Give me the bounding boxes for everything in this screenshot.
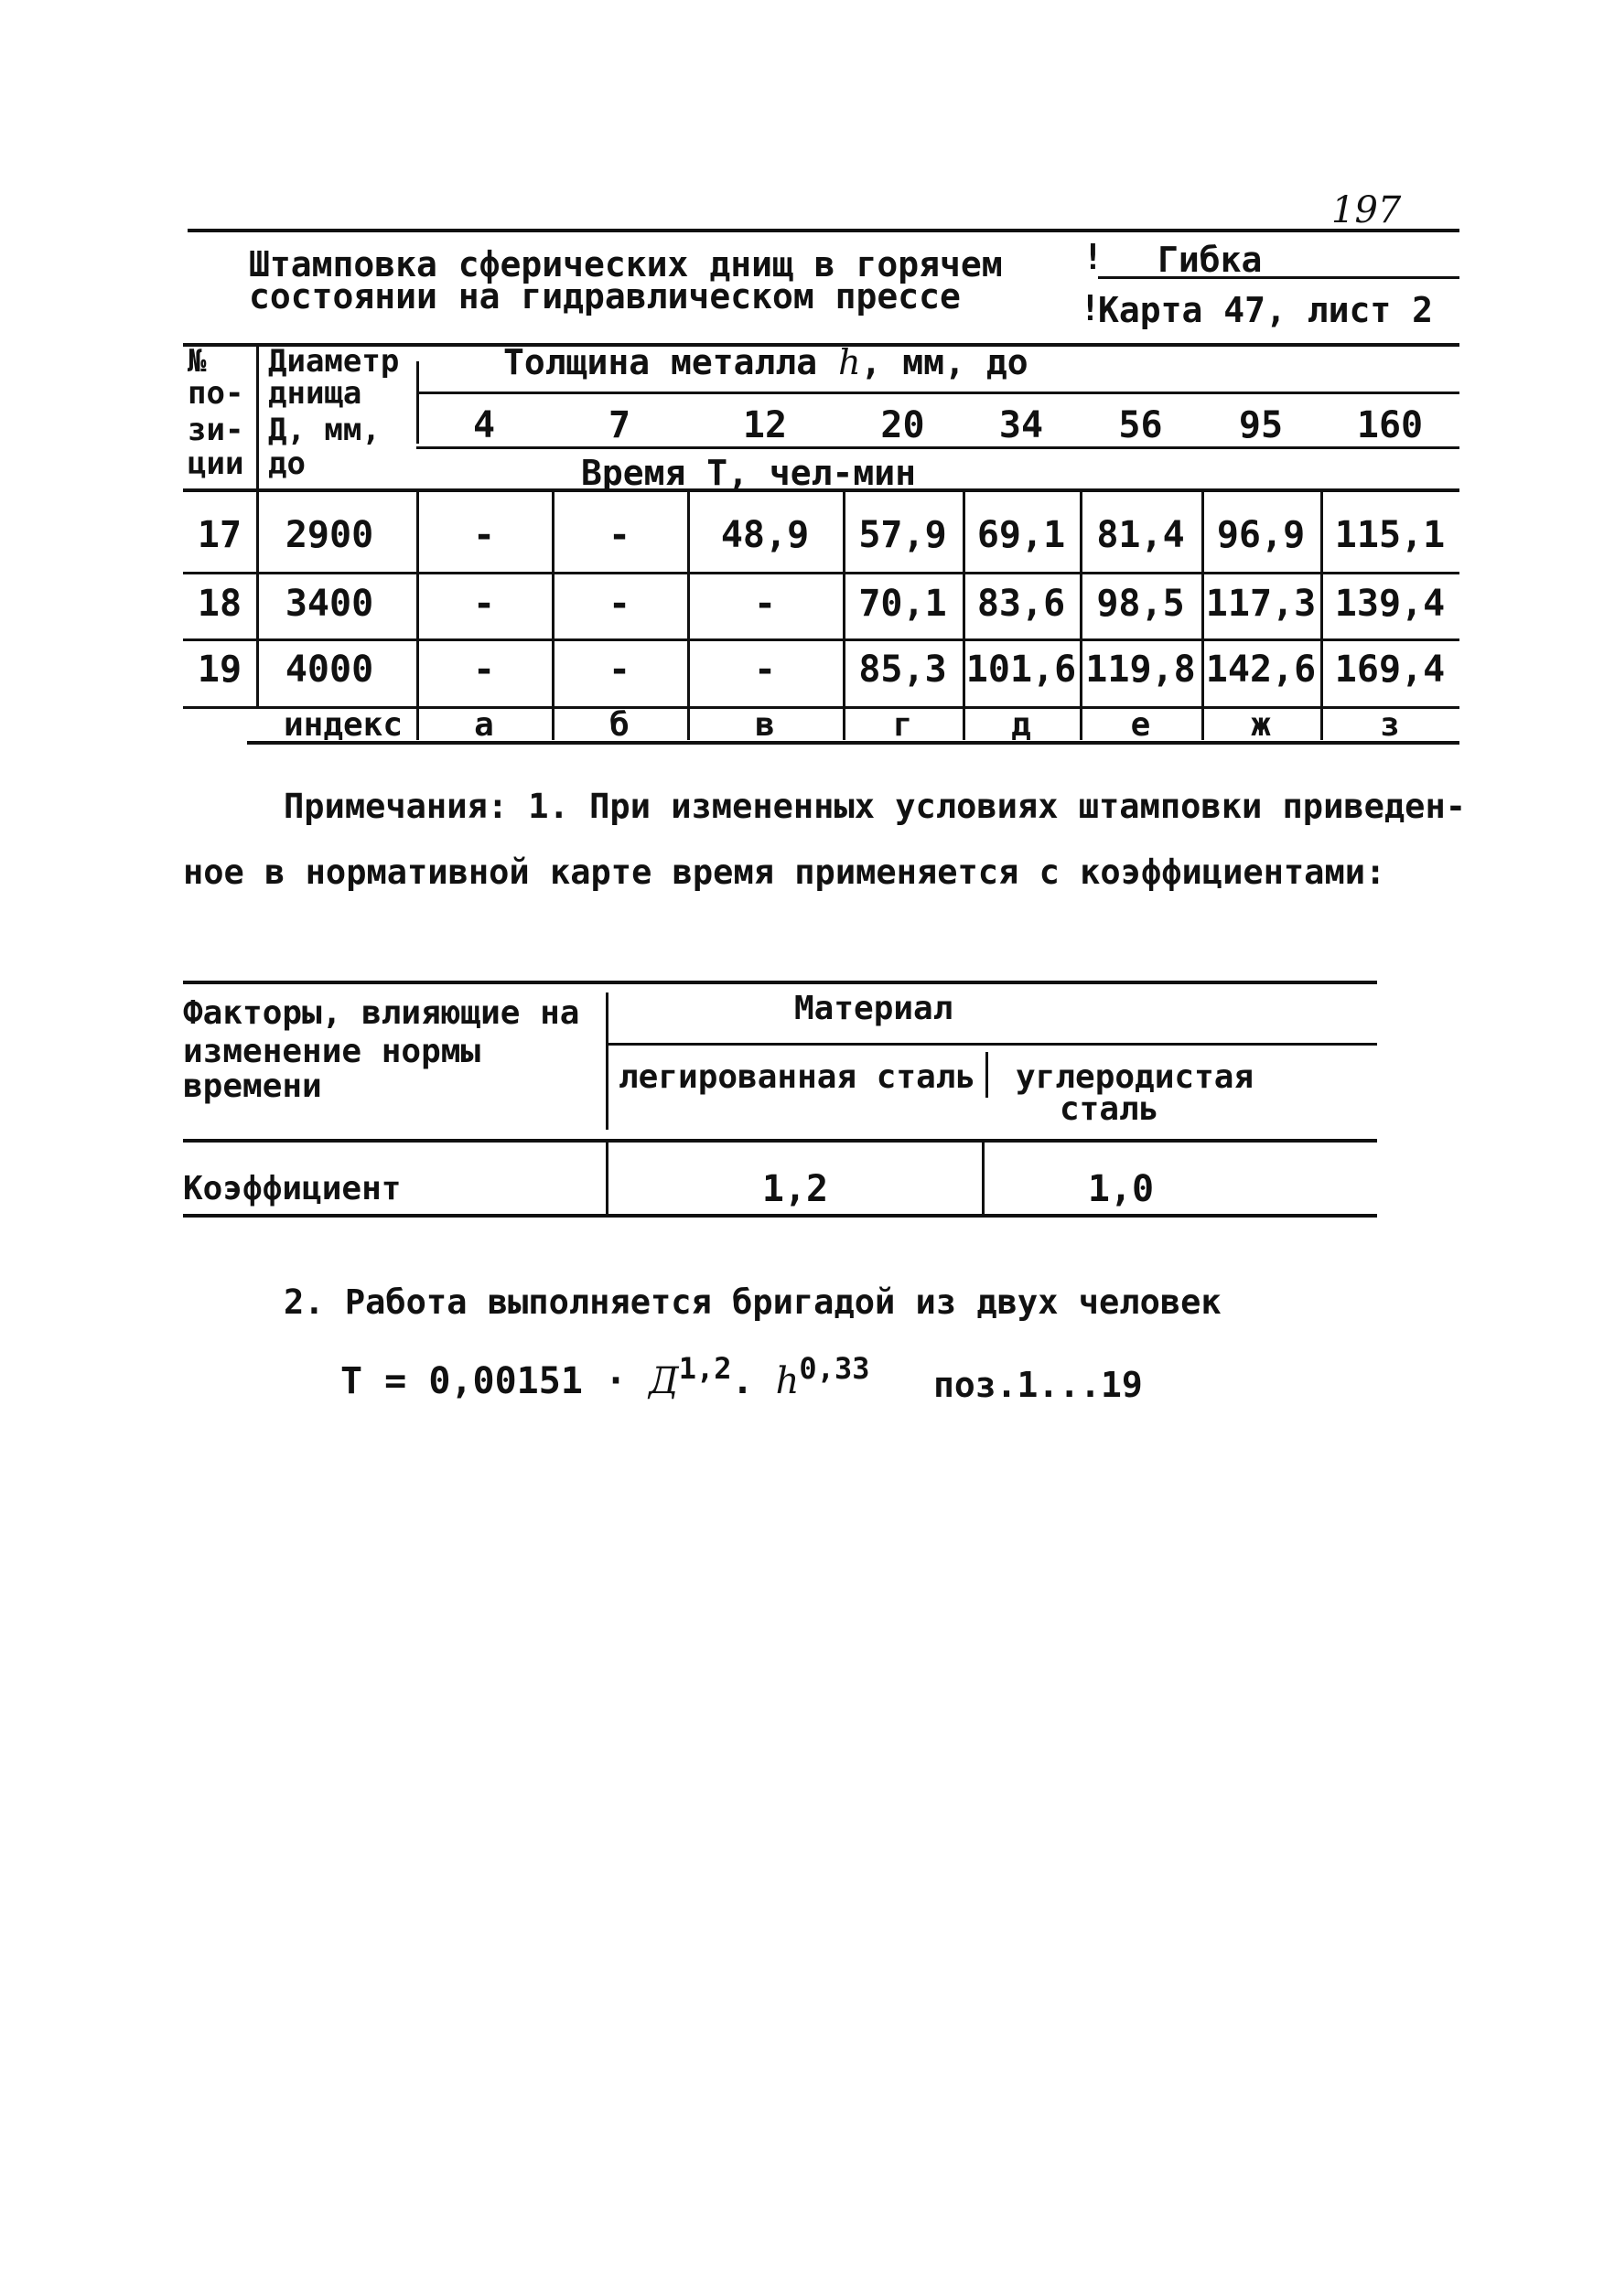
time-caption: Время Т, чел-мин	[581, 453, 917, 493]
formula-dot: .	[731, 1360, 776, 1402]
operation-label: Гибка	[1157, 240, 1263, 280]
formula-lhs: Т = 0,00151 ·	[340, 1360, 650, 1402]
col-no-line3: зи-	[188, 412, 244, 448]
doc-title-line2: состоянии на гидравлическом прессе	[249, 276, 961, 317]
formula-diameter-symbol: Д	[649, 1360, 679, 1402]
row-value: 57,9	[858, 514, 947, 556]
coefficient-carbon-steel: 1,0	[1087, 1168, 1155, 1210]
row-value: 139,4	[1334, 583, 1446, 625]
row-value: 70,1	[858, 583, 947, 625]
row-value: -	[753, 649, 777, 691]
col-diameter-line3: Д, мм,	[268, 412, 381, 448]
row-value: -	[608, 583, 631, 625]
operation-underline	[1098, 276, 1459, 279]
index-letter: з	[1380, 706, 1400, 744]
factor-header-line2: изменение нормы	[183, 1033, 481, 1070]
thickness-4: 4	[472, 404, 496, 446]
index-letter: а	[474, 706, 494, 744]
header-sep-no	[256, 346, 259, 488]
row-value: 85,3	[858, 649, 947, 691]
thickness-12: 12	[742, 404, 788, 446]
col-no-line2: по-	[188, 375, 244, 412]
table2-top-rule	[183, 981, 1377, 984]
formula-thickness-symbol: h	[775, 1360, 800, 1402]
header-top-rule	[188, 229, 1459, 232]
thickness-160: 160	[1356, 404, 1424, 446]
row-value: 142,6	[1205, 649, 1317, 691]
row-value: 48,9	[720, 514, 810, 556]
thickness-34: 34	[998, 404, 1044, 446]
note-line2: ное в нормативной карте время применяется с коэффициентами:	[183, 853, 1386, 892]
thickness-7: 7	[608, 404, 631, 446]
thickness-caption-text: Толщина металла	[503, 342, 818, 382]
material-col2-line2: сталь	[1060, 1090, 1159, 1128]
coefficient-alloy-steel: 1,2	[761, 1168, 829, 1210]
row-value: 117,3	[1205, 583, 1317, 625]
material-col2-line1: углеродистая	[1016, 1058, 1254, 1096]
thickness-95: 95	[1238, 404, 1284, 446]
page-number: 197	[1331, 189, 1402, 231]
thickness-56: 56	[1118, 404, 1163, 446]
index-letter: в	[755, 706, 775, 744]
table1-bottom-rule	[247, 741, 1459, 745]
table2-sep-factor-header	[606, 992, 608, 1130]
index-letter: е	[1130, 706, 1151, 744]
index-letter: ж	[1251, 706, 1271, 744]
row-pos: 19	[197, 649, 242, 691]
row-value: -	[472, 649, 496, 691]
row-value: 83,6	[976, 583, 1066, 625]
material-header-rule	[608, 1043, 1377, 1046]
table1-header-bottom-rule	[183, 488, 1459, 492]
col-no-line4: ции	[188, 445, 244, 482]
material-col1: легированная сталь	[619, 1058, 976, 1096]
col-no-line1: №	[188, 343, 207, 380]
row-diameter: 4000	[285, 649, 374, 691]
factor-header-line1: Факторы, влияющие на	[183, 994, 580, 1032]
col-diameter-line1: Диаметр	[268, 343, 400, 380]
factor-header-line3: времени	[183, 1068, 322, 1105]
material-header: Материал	[794, 990, 953, 1027]
thickness-20: 20	[880, 404, 925, 446]
row-pos: 17	[197, 514, 242, 556]
header-sep-diam	[416, 361, 419, 444]
thickness-symbol: h	[838, 342, 861, 382]
row-diameter: 3400	[285, 583, 374, 625]
note-line1: Примечания: 1. При измененных условиях штамповки приведен-	[284, 787, 1467, 826]
row-value: 101,6	[965, 649, 1077, 691]
formula-range: поз.1...19	[933, 1365, 1143, 1405]
row-value: 119,8	[1085, 649, 1196, 691]
row-value: -	[472, 583, 496, 625]
row-value: 169,4	[1334, 649, 1446, 691]
index-letter: д	[1011, 706, 1031, 744]
thickness-caption	[503, 342, 1028, 382]
note-2: 2. Работа выполняется бригадой из двух человек	[284, 1282, 1222, 1322]
row-pos: 18	[197, 583, 242, 625]
card-number: Карта 47, лист 2	[1098, 290, 1434, 330]
index-letter: б	[609, 706, 630, 744]
doc-title-line1: Штамповка сферических днищ в горячем	[249, 244, 1003, 284]
row-value: 98,5	[1096, 583, 1185, 625]
table2-bottom-rule	[183, 1214, 1377, 1218]
row-value: -	[608, 649, 631, 691]
col-diameter-line2: днища	[268, 375, 362, 412]
index-label: индекс	[283, 706, 404, 744]
row-value: 81,4	[1096, 514, 1185, 556]
formula-exponent-diameter: 1,2	[678, 1351, 732, 1386]
row-rule	[183, 638, 1459, 641]
formula-exponent-thickness: 0,33	[799, 1351, 870, 1386]
col-diameter-line4: до	[268, 445, 306, 482]
row-value: 69,1	[976, 514, 1066, 556]
thickness-values-rule	[416, 446, 1459, 449]
row-value: -	[753, 583, 777, 625]
coefficient-label: Коэффициент	[183, 1170, 402, 1207]
time-formula	[340, 1351, 870, 1402]
row-rule	[183, 572, 1459, 574]
row-value: 115,1	[1334, 514, 1446, 556]
header-excl-2: !	[1080, 288, 1101, 328]
row-diameter: 2900	[285, 514, 374, 556]
table2-header-bottom-rule	[183, 1139, 1377, 1143]
row-value: -	[608, 514, 631, 556]
index-letter: г	[892, 706, 913, 744]
header-excl-1: !	[1082, 237, 1104, 277]
row-value: 96,9	[1216, 514, 1306, 556]
table2-sep-material-header	[985, 1052, 988, 1098]
thickness-unit: , мм, до	[860, 342, 1028, 382]
row-value: -	[472, 514, 496, 556]
thickness-caption-rule	[416, 392, 1459, 394]
